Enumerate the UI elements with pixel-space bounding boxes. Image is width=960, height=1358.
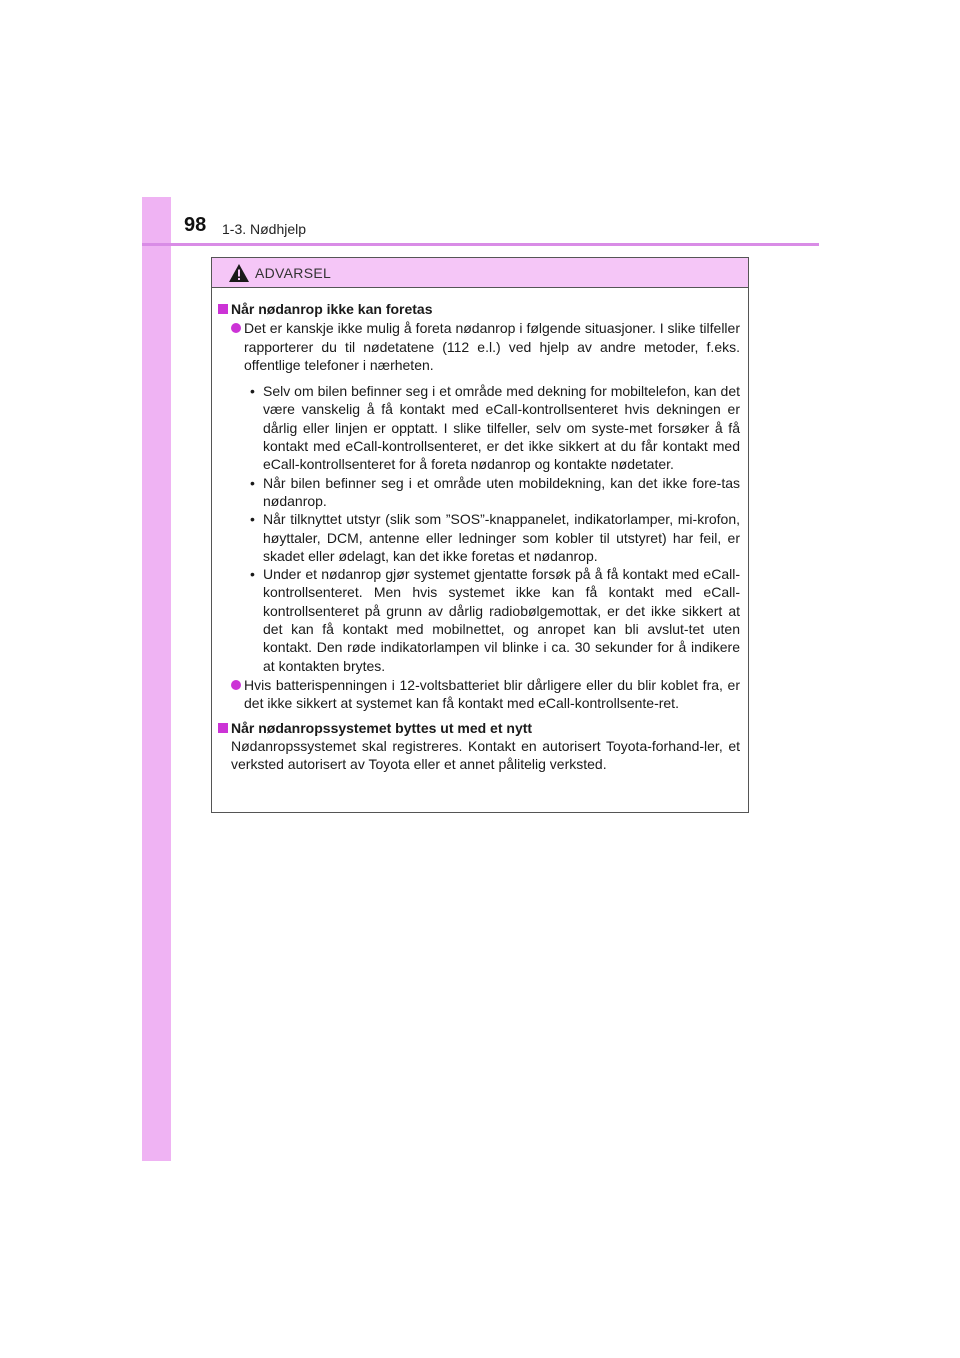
sub-list-item-text: Selv om bilen befinner seg i et område med dekning for mobiltelefon, kan det være vanskelig å få kontakt med eCall-kontrollsenteret hvis dekningen er dårlig eller linjen er opptatt. I slike tilfeller, selv om syste-met forsøker å få kontakt med eCall-kontrollsenteret, er det ikke sikkert at du får kontakt med eCall-kontrollsenteret for å foreta nødanrop og kontakte nødetater. [263, 383, 740, 473]
square-bullet-icon [218, 304, 228, 314]
section-heading [217, 719, 740, 737]
section-heading-text: Når nødanropssystemet byttes ut med et nytt [231, 719, 533, 736]
dot-marker: • [250, 566, 255, 583]
sub-list-item [217, 382, 740, 473]
sub-list [217, 382, 740, 675]
warning-triangle-icon [228, 263, 250, 283]
circle-bullet-icon [231, 323, 241, 333]
list-item-text: Hvis batterispenningen i 12-voltsbatteriet blir dårligere eller du blir koblet fra, er det ikke sikkert at systemet kan få kontakt med eCall-kontrollsente-ret. [244, 676, 740, 712]
sub-list-item-text: Når tilknyttet utstyr (slik som ”SOS”-knappanelet, indikatorlamper, mi-krofon, høyttaler, DCM, antenne eller ledninger som kobler til utstyret) har feil, er skadet eller ødelagt, kan det ikke foretas et nødanrop. [263, 511, 740, 564]
page-number: 98 [184, 214, 207, 236]
section-body: Nødanropssystemet skal registreres. Kontakt en autorisert Toyota-forhand-ler, et verksted autorisert av Toyota eller et annet pålitelig verksted. [231, 737, 740, 773]
circle-bullet-icon [231, 680, 241, 690]
warning-box [211, 257, 749, 813]
sub-list-item [217, 474, 740, 511]
sub-list-item-text: Under et nødanrop gjør systemet gjentatte forsøk på å få kontakt med eCall-kontrollsenteret. Men hvis systemet ikke kan få kontakt med eCall-kontrollsenteret på grunn av dårlig radiobølgemottak, er det ikke sikkert at det kan få kontakt med mobilnettet, og anropet kan bli avslut-tet uten kontakt. Den røde indikatorlampen vil blinke i ca. 30 sekunder for å indikere at kontakten brytes. [263, 566, 740, 674]
section-heading [217, 300, 740, 318]
warning-header [212, 258, 748, 288]
warning-body [212, 288, 748, 773]
header-rule [142, 243, 819, 246]
sub-list-item [217, 565, 740, 675]
list-item-text: Det er kanskje ikke mulig å foreta nødanrop i følgende situasjoner. I slike tilfeller rapporterer du til nødetatene (112 e.l.) ved hjelp av andre metoder, f.eks. offentlige telefoner i nærheten. [244, 320, 740, 373]
sub-list-item [217, 510, 740, 565]
section-heading-text: Når nødanrop ikke kan foretas [231, 301, 433, 317]
section-title: 1-3. Nødhjelp [222, 221, 307, 237]
warning-label: ADVARSEL [255, 265, 332, 281]
dot-marker: • [250, 474, 255, 491]
list-item [217, 676, 740, 713]
list-item [217, 319, 740, 374]
square-bullet-icon [218, 723, 228, 733]
dot-marker: • [250, 511, 255, 528]
dot-marker: • [250, 383, 255, 400]
side-tab-strip [142, 197, 171, 1161]
sub-list-item-text: Når bilen befinner seg i et område uten mobildekning, kan det ikke fore-tas nødanrop. [263, 474, 740, 509]
